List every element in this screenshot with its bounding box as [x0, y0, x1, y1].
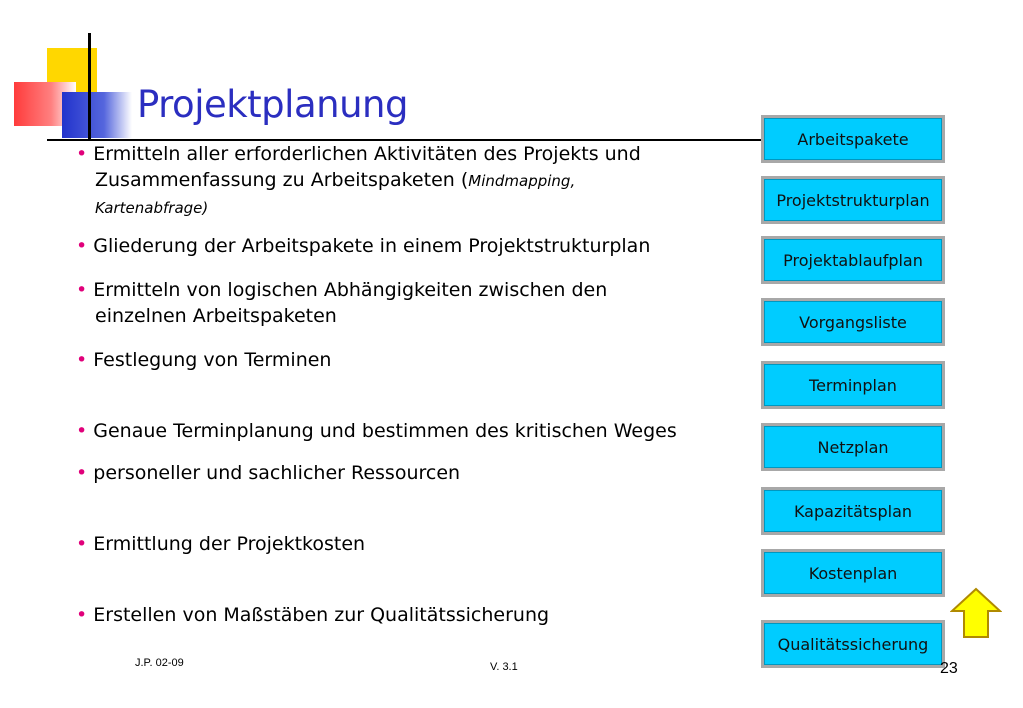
bullet-text: personeller und sachlicher Ressourcen [93, 462, 461, 484]
bullet-item [76, 460, 460, 486]
step-box-label: Kostenplan [764, 552, 942, 594]
bullet-subtext: Kartenabfrage) [95, 199, 209, 217]
bullet-item [76, 347, 331, 373]
step-box-vorgangsliste[interactable] [761, 298, 945, 346]
footer-version: V. 3.1 [490, 661, 518, 673]
bullet-item [76, 141, 641, 220]
step-box-label: Arbeitspakete [764, 118, 942, 160]
decor-blue-square [62, 92, 132, 138]
bullet-marker: • [76, 604, 88, 626]
bullet-marker: • [76, 349, 88, 371]
bullet-item [76, 277, 607, 329]
bullet-text: Zusammenfassung zu Arbeitspaketen ( [95, 169, 469, 191]
step-box-qualitaetssicherung[interactable] [761, 620, 945, 668]
bullet-item [76, 602, 549, 628]
step-box-terminplan[interactable] [761, 361, 945, 409]
bullet-text: Ermitteln aller erforderlichen Aktivitäten des Projekts und [87, 143, 641, 165]
bullet-text: Ermitteln von logischen Abhängigkeiten zwischen den [93, 279, 608, 301]
step-box-label: Terminplan [764, 364, 942, 406]
decor-vertical-line [88, 33, 91, 141]
bullet-marker: • [76, 143, 88, 165]
page-number: 23 [940, 660, 958, 677]
bullet-text: Erstellen von Maßstäben zur Qualitätssicherung [93, 604, 550, 626]
bullet-text: Genaue Terminplanung und bestimmen des kritischen Weges [93, 420, 677, 442]
bullet-marker: • [76, 235, 88, 257]
bullet-text: Festlegung von Terminen [93, 349, 332, 371]
step-box-arbeitspakete[interactable] [761, 115, 945, 163]
step-box-netzplan[interactable] [761, 423, 945, 471]
bullet-item [76, 531, 365, 557]
step-box-kostenplan[interactable] [761, 549, 945, 597]
bullet-marker: • [76, 533, 88, 555]
bullet-marker: • [76, 420, 88, 442]
step-box-label: Netzplan [764, 426, 942, 468]
up-arrow-icon[interactable] [950, 587, 1002, 639]
footer-author: J.P. 02-09 [135, 657, 184, 669]
bullet-text: einzelnen Arbeitspaketen [95, 305, 337, 327]
step-box-projektablaufplan[interactable] [761, 236, 945, 284]
slide-title: Projektplanung [137, 83, 408, 126]
bullet-text: Ermittlung der Projektkosten [93, 533, 366, 555]
bullet-text: Gliederung der Arbeitspakete in einem Projektstrukturplan [93, 235, 651, 257]
bullet-item [76, 418, 677, 444]
step-box-label: Projektstrukturplan [764, 179, 942, 221]
step-box-label: Projektablaufplan [764, 239, 942, 281]
step-box-label: Vorgangsliste [764, 301, 942, 343]
bullet-item [76, 233, 650, 259]
step-box-label: Kapazitätsplan [764, 490, 942, 532]
bullet-subtext: Mindmapping, [468, 172, 576, 190]
step-box-kapazitaetsplan[interactable] [761, 487, 945, 535]
step-box-projektstrukturplan[interactable] [761, 176, 945, 224]
step-box-label: Qualitätssicherung [764, 623, 942, 665]
bullet-marker: • [76, 462, 88, 484]
bullet-marker: • [76, 279, 88, 301]
